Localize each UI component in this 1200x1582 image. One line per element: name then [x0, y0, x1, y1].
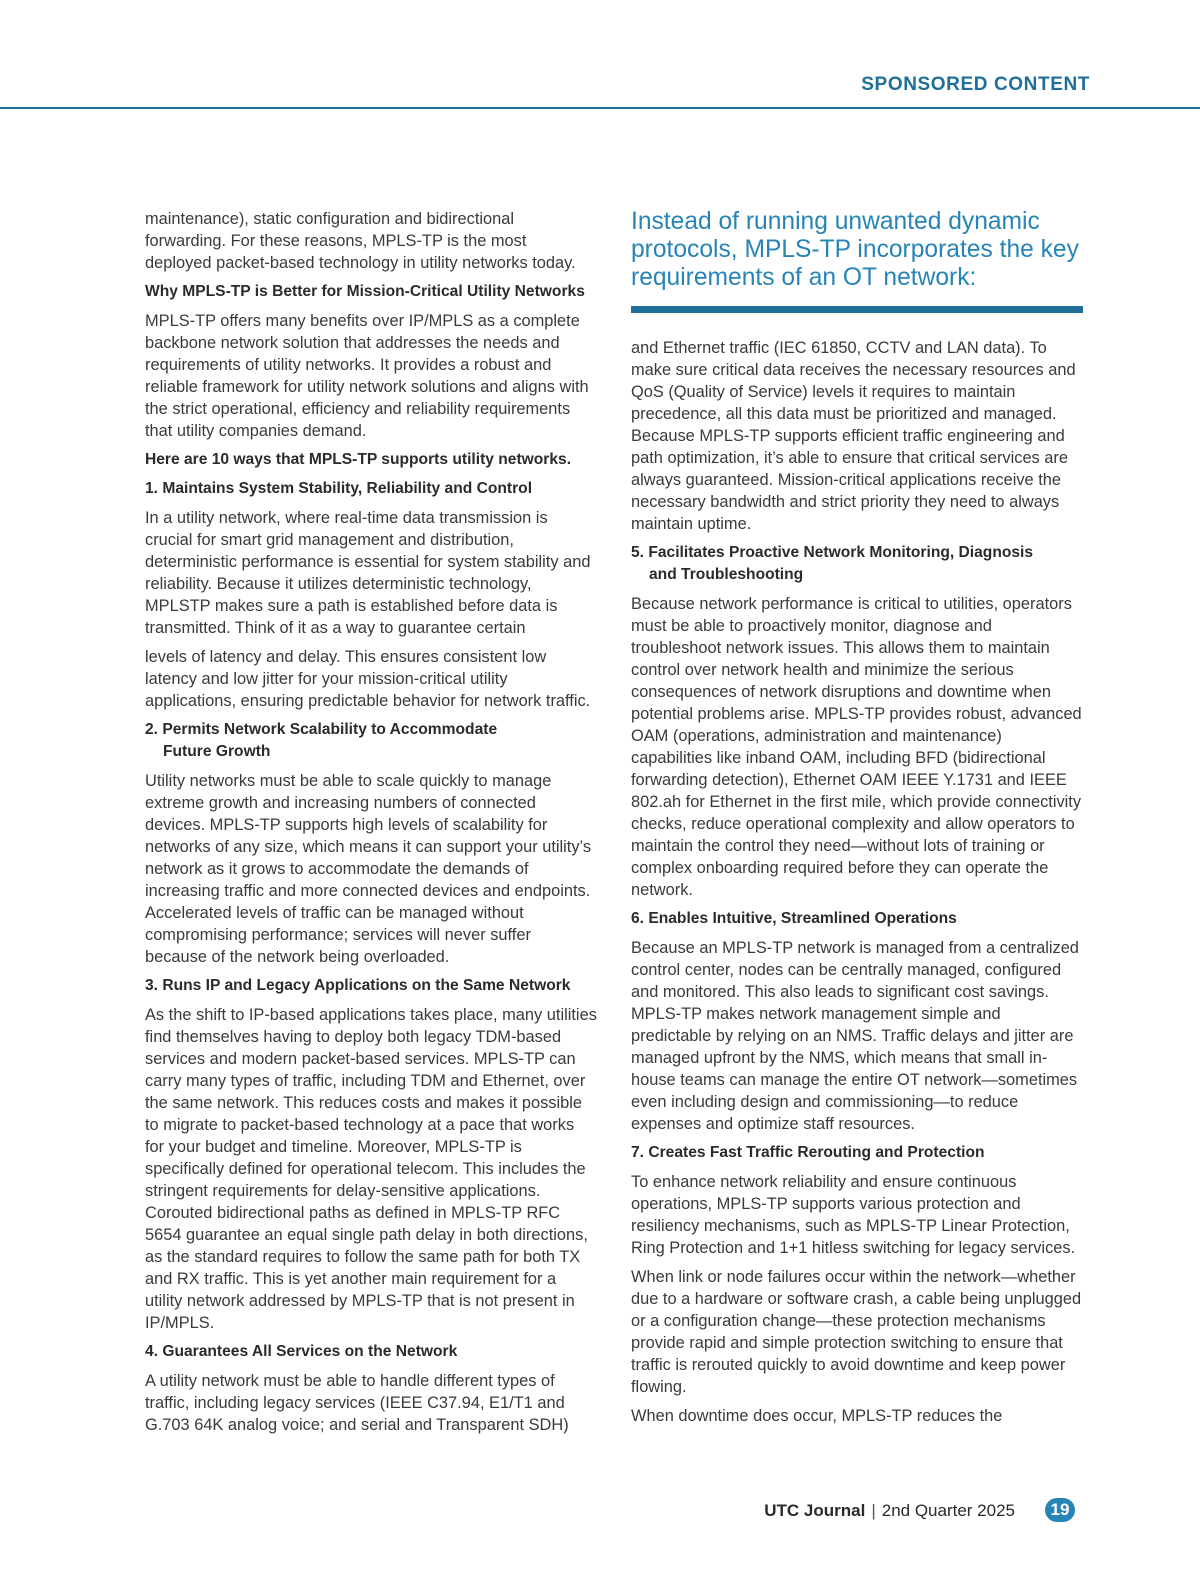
paragraph: MPLS-TP offers many benefits over IP/MPLS as a complete backbone network solution that addresses the needs and requirements of utility networks. It provides a robust and reliable framework for utility network solutions and aligns with the strict operational, efficiency and reliability requirements that utility companies demand.	[145, 312, 589, 440]
paragraph: When link or node failures occur within the network—whether due to a hardware or software crash, a cable being unplugged or a configuration change—these protection mechanisms provide rapid and simple protection switching to ensure that traffic is rerouted quickly to avoid downtime and keep power flowing.	[631, 1268, 1082, 1396]
heading-continuation: Future Growth	[163, 743, 271, 760]
paragraph: and Ethernet traffic (IEC 61850, CCTV and LAN data). To make sure critical data receives the necessary resources and QoS (Quality of Service) levels it requires to maintain precedence, all this data must be prioritized and managed. Because MPLS-TP supports efficient traffic engineering and path optimization, it’s able to ensure that critical services are always guaranteed. Mission-critical applications receive the necessary bandwidth and strict priority they need to always maintain uptime.	[631, 339, 1076, 533]
section-heading: Here are 10 ways that MPLS-TP supports utility networks.	[145, 451, 572, 468]
sponsored-content-label: SPONSORED CONTENT	[861, 74, 1090, 95]
heading-continuation: and Troubleshooting	[649, 566, 804, 583]
paragraph: As the shift to IP-based applications takes place, many utilities find themselves having to deploy both legacy TDM-based services and modern packet-based services. MPLS-TP can carry many types of traffic, including TDM and Ethernet, over the same network. This reduces costs and makes it possible to migrate to packet-based technology at a pace that works for your budget and timeline. Moreover, MPLS-TP is specifically defined for operational telecom. This includes the stringent requirements for delay-sensitive applications. Corouted bidirectional paths as defined in MPLS-TP RFC 5654 guarantee an equal single path delay in both directions, as the standard requires to follow the same path for both TX and RX traffic. This is yet another main requirement for a utility network addressed by MPLS-TP that is not present in IP/MPLS.	[145, 1006, 597, 1332]
pull-quote-rule	[631, 306, 1083, 313]
paragraph: To enhance network reliability and ensure continuous operations, MPLS-TP supports various protection and resiliency mechanisms, such as MPLS-TP Linear Protection, Ring Protection and 1+1 hitless switching for legacy services.	[631, 1173, 1076, 1257]
footer-separator: |	[871, 1501, 876, 1520]
page-number-badge: 19	[1045, 1498, 1075, 1522]
page-footer	[0, 1498, 1200, 1528]
heading-line: 5. Facilitates Proactive Network Monitoring, Diagnosis	[631, 544, 1034, 561]
issue-label: 2nd Quarter 2025	[881, 1501, 1015, 1520]
pull-quote: Instead of running unwanted dynamic protocols, MPLS-TP incorporates the key requirements of an OT network:	[631, 208, 1079, 291]
paragraph: A utility network must be able to handle different types of traffic, including legacy services (IEEE C37.94, E1/T1 and G.703 64K analog voice; and serial and Transparent SDH)	[145, 1372, 569, 1434]
header-divider	[0, 107, 1200, 109]
paragraph: maintenance), static configuration and bidirectional forwarding. For these reasons, MPLS-TP is the most deployed packet-based technology in utility networks today.	[145, 210, 576, 272]
section-heading: 1. Maintains System Stability, Reliability and Control	[145, 480, 533, 497]
footer-publication	[764, 1498, 1015, 1524]
section-heading	[631, 542, 1083, 586]
section-heading: 6. Enables Intuitive, Streamlined Operations	[631, 910, 957, 927]
paragraph: Because network performance is critical to utilities, operators must be able to proactively monitor, diagnose and troubleshoot network issues. This allows them to maintain control over network health and minimize the serious consequences of network disruptions and downtime when potential problems arise. MPLS-TP provides robust, advanced OAM (operations, administration and maintenance) capabilities like inband OAM, including BFD (bidirectional forwarding detection), Ethernet OAM IEEE Y.1731 and IEEE 802.ah for Ethernet in the first mile, which provide connectivity checks, reduce operational complexity and allow operators to maintain the control they need—without lots of training or complex onboarding required before they can operate the network.	[631, 595, 1082, 899]
left-column	[145, 208, 597, 1436]
paragraph: levels of latency and delay. This ensures consistent low latency and low jitter for your mission-critical utility applications, ensuring predictable behavior for network traffic.	[145, 648, 591, 710]
section-heading: 7. Creates Fast Traffic Rerouting and Protection	[631, 1144, 985, 1161]
right-column	[631, 208, 1083, 1427]
section-heading: 3. Runs IP and Legacy Applications on the Same Network	[145, 977, 571, 994]
paragraph: When downtime does occur, MPLS-TP reduces the	[631, 1407, 1003, 1425]
heading-line: 2. Permits Network Scalability to Accommodate	[145, 721, 498, 738]
section-heading: 4. Guarantees All Services on the Network	[145, 1343, 458, 1360]
section-heading: Why MPLS-TP is Better for Mission-Critical Utility Networks	[145, 283, 585, 300]
section-heading	[145, 719, 597, 763]
paragraph: In a utility network, where real-time data transmission is crucial for smart grid management and distribution, deterministic performance is essential for system stability and reliability. Because it utilizes deterministic technology, MPLSTP makes sure a path is established before data is transmitted. Think of it as a way to guarantee certain	[145, 509, 591, 637]
paragraph: Utility networks must be able to scale quickly to manage extreme growth and increasing numbers of connected devices. MPLS-TP supports high levels of scalability for networks of any size, which means it can support your utility’s network as it grows to accommodate the demands of increasing traffic and more connected devices and endpoints. Accelerated levels of traffic can be managed without compromising performance; services will never suffer because of the network being overloaded.	[145, 772, 592, 966]
paragraph: Because an MPLS-TP network is managed from a centralized control center, nodes can be centrally managed, configured and monitored. This also leads to significant cost savings. MPLS-TP makes network management simple and predictable by relying on an NMS. Traffic delays and jitter are managed upfront by the NMS, which means that small in-house teams can manage the entire OT network—sometimes even including design and commissioning—to reduce expenses and optimize staff resources.	[631, 939, 1079, 1133]
publication-name: UTC Journal	[764, 1501, 866, 1520]
